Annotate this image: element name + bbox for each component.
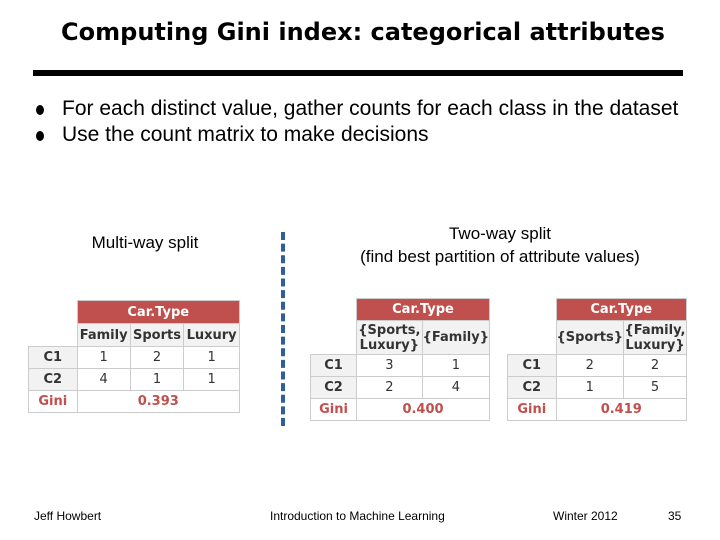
title-rule xyxy=(33,70,683,76)
bullet-item xyxy=(36,96,696,122)
table-row xyxy=(311,399,490,421)
gini-label: Gini xyxy=(508,399,557,421)
table-header: Car.Type xyxy=(556,299,687,321)
table-header: Car.Type xyxy=(357,299,490,321)
bullet-dot-icon xyxy=(36,131,44,141)
row-label: C2 xyxy=(311,377,357,399)
twoway-count-table-1 xyxy=(310,298,490,421)
twoway-label xyxy=(320,222,680,268)
table-cell: 2 xyxy=(130,347,183,369)
divider-dashed-line xyxy=(281,232,285,426)
table-row xyxy=(29,347,240,369)
table-cell: 3 xyxy=(357,355,423,377)
row-label: C1 xyxy=(311,355,357,377)
table-row xyxy=(29,369,240,391)
table-cell: 1 xyxy=(77,347,130,369)
twoway-label-line1: Two-way split xyxy=(448,224,552,243)
table-cell: 2 xyxy=(556,355,623,377)
twoway-count-table-2 xyxy=(507,298,687,421)
gini-value: 0.400 xyxy=(357,399,490,421)
table-row xyxy=(508,377,687,399)
table-cell: 2 xyxy=(623,355,686,377)
table-cell: 1 xyxy=(130,369,183,391)
bullet-dot-icon xyxy=(36,105,44,115)
row-label: C1 xyxy=(508,355,557,377)
slide-title: Computing Gini index: categorical attributes xyxy=(61,18,665,46)
table-cell: 4 xyxy=(422,377,489,399)
table-cell: 1 xyxy=(556,377,623,399)
column-header: {Family} xyxy=(422,321,489,355)
row-label: C2 xyxy=(29,369,78,391)
footer-term: Winter 2012 xyxy=(553,509,618,523)
bullet-text: Use the count matrix to make decisions xyxy=(62,123,429,146)
column-header: Luxury xyxy=(184,324,240,347)
gini-label: Gini xyxy=(311,399,357,421)
table-cell: 2 xyxy=(357,377,423,399)
table-cell: 1 xyxy=(184,369,240,391)
gini-label: Gini xyxy=(29,391,78,413)
table-cell: 5 xyxy=(623,377,686,399)
table-cell: 1 xyxy=(422,355,489,377)
footer-page-number: 35 xyxy=(668,509,682,523)
table-row xyxy=(29,391,240,413)
footer-course: Introduction to Machine Learning xyxy=(270,509,445,523)
table-row xyxy=(508,355,687,377)
table-row xyxy=(311,377,490,399)
gini-value: 0.393 xyxy=(77,391,240,413)
table-row xyxy=(311,355,490,377)
table-row xyxy=(508,399,687,421)
column-header: {Sports, Luxury} xyxy=(358,322,421,353)
gini-value: 0.419 xyxy=(556,399,687,421)
multiway-label: Multi-way split xyxy=(91,233,199,252)
bullet-text: For each distinct value, gather counts for each class in the dataset xyxy=(62,97,679,120)
footer-author: Jeff Howbert xyxy=(34,509,102,523)
column-header: {Sports} xyxy=(556,321,623,355)
twoway-label-line2: (find best partition of attribute values) xyxy=(360,247,640,266)
table-cell: 1 xyxy=(184,347,240,369)
table-header: Car.Type xyxy=(77,301,240,324)
table-cell: 4 xyxy=(77,369,130,391)
multiway-count-table xyxy=(28,300,240,413)
column-header: Family xyxy=(77,324,130,347)
bullet-list xyxy=(36,96,696,148)
column-header: Sports xyxy=(130,324,183,347)
bullet-item xyxy=(36,122,696,148)
column-header: {Family, Luxury} xyxy=(624,322,686,353)
row-label: C2 xyxy=(508,377,557,399)
row-label: C1 xyxy=(29,347,78,369)
